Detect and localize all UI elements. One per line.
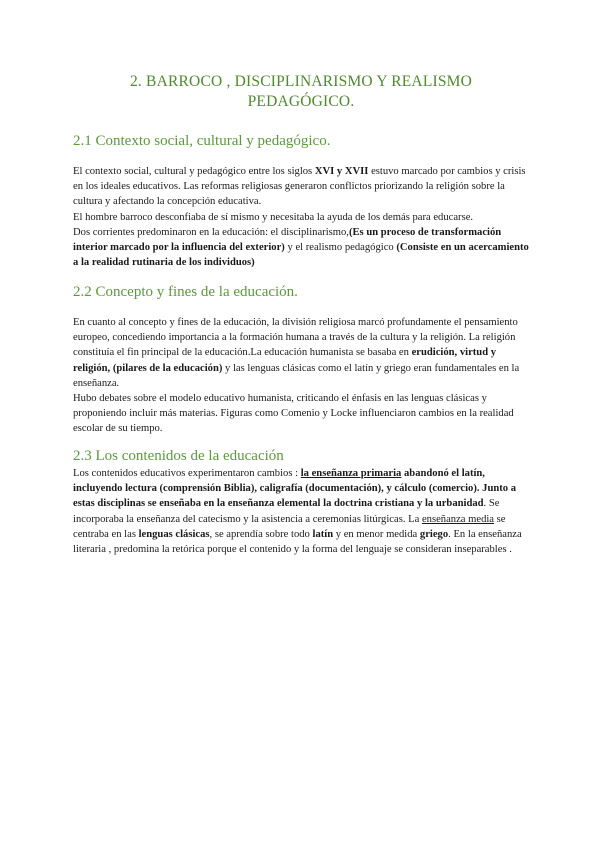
- paragraph: Dos corrientes predominaron en la educación: el disciplinarismo,(Es un proceso de transformación interior marcado por la influencia del exterior) y el realismo pedagógico (Consiste en un acercamiento a la realidad rutinaria de los individuos): [73, 226, 529, 269]
- paragraph: Hubo debates sobre el modelo educativo humanista, criticando el énfasis en las lenguas clásicas y proponiendo incluir más materias. Figuras como Comenio y Locke influenciaron cambios en la realidad escolar de su tiempo.: [73, 393, 514, 435]
- paragraph: El hombre barroco desconfiaba de sí mismo y necesitaba la ayuda de los demás para educarse.: [73, 211, 474, 223]
- title-line-1: 2. BARROCO , DISCIPLINARISMO Y REALISMO: [129, 73, 473, 90]
- section-heading-2-3: 2.3 Los contenidos de la educación: [73, 448, 284, 464]
- paragraph: El contexto social, cultural y pedagógico entre los siglos XVI y XVII estuvo marcado por cambios y crisis en los ideales educativos. Las reformas religiosas generaron conflictos priorizando la religión sobre la cultura y afectando la concepción educativa.: [73, 166, 526, 208]
- section-heading-2-1: 2.1 Contexto social, cultural y pedagógico.: [73, 133, 331, 149]
- section-2-1-body: [73, 164, 533, 270]
- title-line-2: PEDAGÓGICO.: [247, 93, 355, 110]
- paragraph: En cuanto al concepto y fines de la educación, la división religiosa marcó profundamente el pensamiento europeo, concediendo importancia a la formación humana a través de la cultura y la religión. La religión constituía el fin principal de la educación.La educación humanista se basaba en erudición, virtud y religión, (pilares de la educación) y las lenguas clásicas como el latín y griego eran fundamentales en la enseñanza.: [73, 317, 520, 389]
- section-2-2-body: [73, 315, 533, 437]
- section-heading-2-2: 2.2 Concepto y fines de la educación.: [73, 284, 298, 300]
- paragraph: Los contenidos educativos experimentaron cambios : la enseñanza primaria abandonó el latín, incluyendo lectura (comprensión Biblia), caligrafía (documentación), y cálculo (comercio). Junto a estas disciplinas se enseñaba en la enseñanza elemental la doctrina cristiana y la urbanidad. Se incorporaba la enseñanza del catecismo y la asistencia a ceremonias litúrgicas. La enseñanza media se centraba en las lenguas clásicas, se aprendía sobre todo latín y en menor medida griego. En la enseñanza literaria , predomina la retórica porque el contenido y la forma del lenguaje se consideran inseparables .: [73, 468, 522, 556]
- page-title: [60, 72, 542, 112]
- section-2-3-body: [73, 466, 533, 557]
